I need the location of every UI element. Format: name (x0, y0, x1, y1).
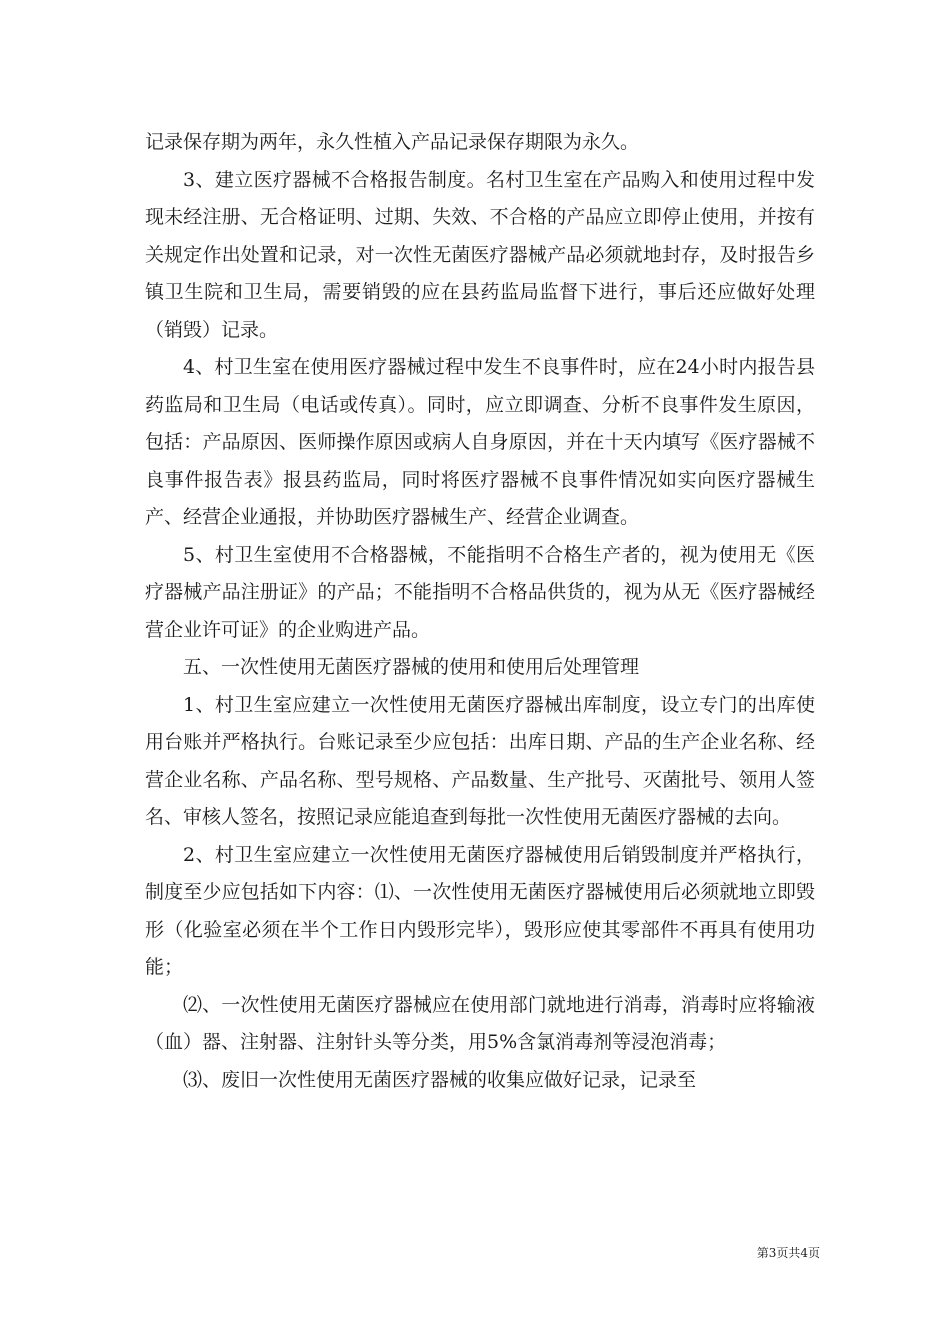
paragraph-subitem-3-collection: ⑶、废旧一次性使用无菌医疗器械的收集应做好记录，记录至 (183, 1068, 697, 1091)
paragraph-retention-continuation: 记录保存期为两年，永久性植入产品记录保存期限为永久。 (145, 131, 640, 153)
paragraph-item-3-nonconformity-report: 3、建立医疗器械不合格报告制度。名村卫生室在产品购入和使用过程中发现未经注册、无合格证明、过期、失效、不合格的产品应立即停止使用，并按有关规定作出处置和记录，对一次性无菌医疗器械产品必须就地封存，及时报告乡镇卫生院和卫生局，需要销毁的应在县药监局监督下进行，事后还应做好处理（销毁）记录。 (145, 168, 815, 341)
paragraph-item-5-nonconforming-devices: 5、村卫生室使用不合格器械，不能指明不合格生产者的，视为使用无《医疗器械产品注册证》的产品；不能指明不合格品供货的，视为从无《医疗器械经营企业许可证》的企业购进产品。 (145, 543, 815, 641)
paragraph-section5-item-2: 2、村卫生室应建立一次性使用无菌医疗器械使用后销毁制度并严格执行，制度至少应包括如下内容：⑴、一次性使用无菌医疗器械使用后必须就地立即毁形（化验室必须在半个工作日内毁形完毕），毁形应使其零部件不再具有使用功能； (145, 843, 815, 978)
paragraph-section5-item-1: 1、村卫生室应建立一次性使用无菌医疗器械出库制度，设立专门的出库使用台账并严格执行。台账记录至少应包括：出库日期、产品的生产企业名称、经营企业名称、产品名称、型号规格、产品数量、生产批号、灭菌批号、领用人签名、审核人签名，按照记录应能追查到每批一次性使用无菌医疗器械的去向。 (145, 693, 815, 828)
section-heading-five: 五、一次性使用无菌医疗器械的使用和使用后处理管理 (183, 656, 640, 678)
paragraph-subitem-2-disinfection: ⑵、一次性使用无菌医疗器械应在使用部门就地进行消毒，消毒时应将输液（血）器、注射器、注射针头等分类，用5%含氯消毒剂等浸泡消毒； (145, 993, 815, 1053)
page-number: 第3页共4页 (756, 1246, 820, 1260)
paragraph-item-4-adverse-events: 4、村卫生室在使用医疗器械过程中发生不良事件时，应在24小时内报告县药监局和卫生局（电话或传真）。同时，应立即调查、分析不良事件发生原因，包括：产品原因、医师操作原因或病人自身原因，并在十天内填写《医疗器械不良事件报告表》报县药监局，同时将医疗器械不良事件情况如实向医疗器械生产、经营企业通报，并协助医疗器械生产、经营企业调查。 (145, 356, 815, 528)
document-body (145, 124, 815, 1099)
